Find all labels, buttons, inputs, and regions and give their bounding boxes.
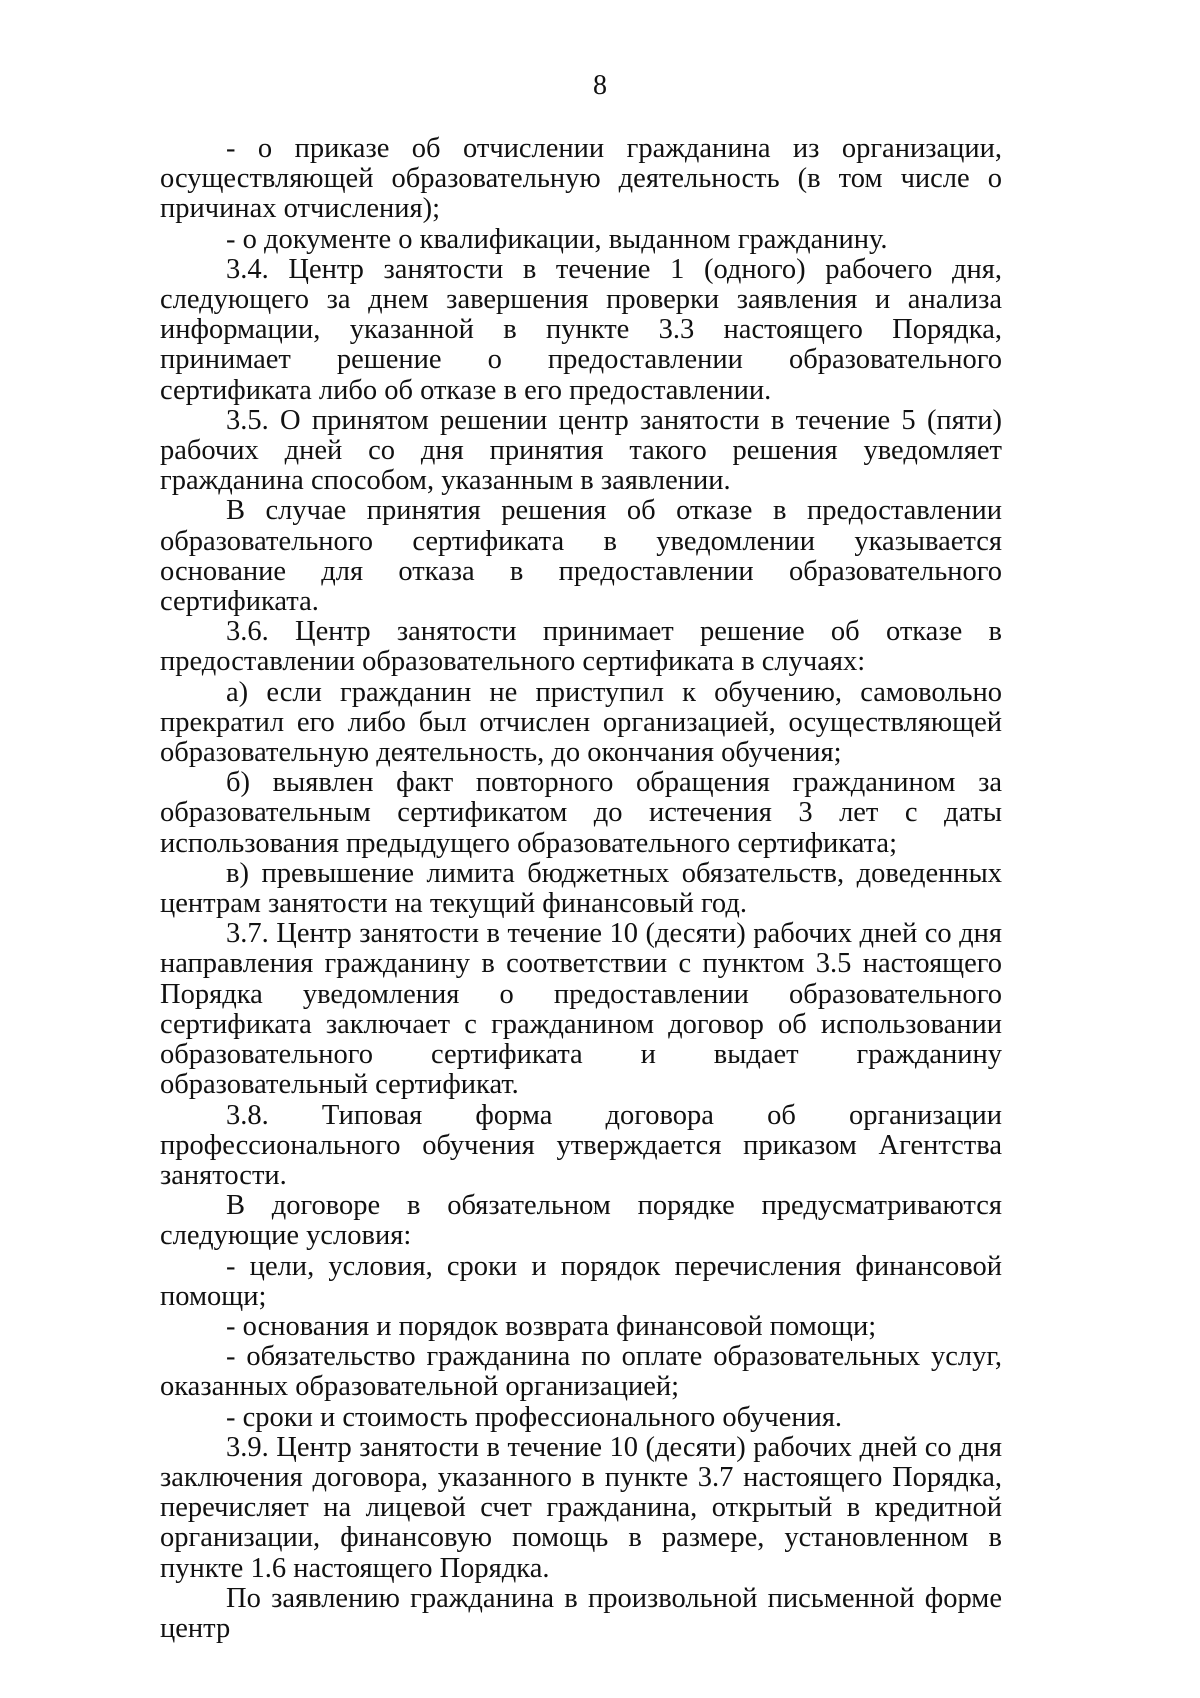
condition-item-2: - основания и порядок возврата финансовой помощи; xyxy=(226,1310,877,1342)
list-item-b: б) выявлен факт повторного обращения гражданином за образовательным сертификатом до истечения 3 лет с даты использования предыдущего образовательного сертификата; xyxy=(160,767,1002,859)
condition-item-1: - цели, условия, сроки и порядок перечисления финансовой помощи; xyxy=(160,1250,1002,1312)
paragraph-3-6: 3.6. Центр занятости принимает решение об отказе в предоставлении образовательного сертификата в случаях: xyxy=(160,616,1002,678)
condition-item-4: - сроки и стоимость профессионального обучения. xyxy=(226,1401,843,1433)
paragraph-3-8: 3.8. Типовая форма договора об организации профессионального обучения утверждается приказом Агентства занятости. xyxy=(160,1099,1002,1191)
paragraph-3-9: 3.9. Центр занятости в течение 10 (десяти) рабочих дней со дня заключения договора, указанного в пункте 3.7 настоящего Порядка, перечисляет на лицевой счет гражданина, открытый в кредитной организации, финансовую помощь в размере, установленном в пункте 1.6 настоящего Порядка. xyxy=(160,1431,1002,1584)
paragraph-1: - о приказе об отчислении гражданина из организации, осуществляющей образовательную деятельность (в том числе о причинах отчисления); xyxy=(160,133,1002,225)
condition-item-3: - обязательство гражданина по оплате образовательных услуг, оказанных образовательной организацией; xyxy=(160,1341,1002,1403)
paragraph-2: - о документе о квалификации, выданном гражданину. xyxy=(226,223,888,255)
paragraph-final: По заявлению гражданина в произвольной письменной форме центр xyxy=(160,1582,1002,1644)
list-item-v: в) превышение лимита бюджетных обязательств, доведенных центрам занятости на текущий финансовый год. xyxy=(160,857,1002,920)
paragraph-contract-conditions: В договоре в обязательном порядке предусматриваются следующие условия: xyxy=(160,1190,1002,1252)
paragraph-3-7: 3.7. Центр занятости в течение 10 (десяти) рабочих дней со дня направления гражданину в соответствии с пунктом 3.5 настоящего Порядка уведомления о предоставлении образовательного сертификата заключает с гражданином договор об использовании образовательного сертификата и выдает гражданину образовательный сертификат. xyxy=(160,918,1002,1101)
list-item-a: а) если гражданин не приступил к обучению, самовольно прекратил его либо был отчислен организацией, осуществляющей образовательную деятельность, до окончания обучения; xyxy=(160,676,1002,769)
paragraph-refusal-notice: В случае принятия решения об отказе в предоставлении образовательного сертификата в уведомлении указывается основание для отказа в предоставлении образовательного сертификата. xyxy=(160,495,1002,618)
page-number: 8 xyxy=(593,70,607,101)
paragraph-3-5: 3.5. О принятом решении центр занятости в течение 5 (пяти) рабочих дней со дня принятия такого решения уведомляет гражданина способом, указанным в заявлении. xyxy=(160,404,1002,497)
paragraph-3-4: 3.4. Центр занятости в течение 1 (одного) рабочего дня, следующего за днем завершения проверки заявления и анализа информации, указанной в пункте 3.3 настоящего Порядка, принимает решение о предоставлении образовательного сертификата либо об отказе в его предоставлении. xyxy=(160,253,1002,406)
document-body xyxy=(160,134,1002,1644)
